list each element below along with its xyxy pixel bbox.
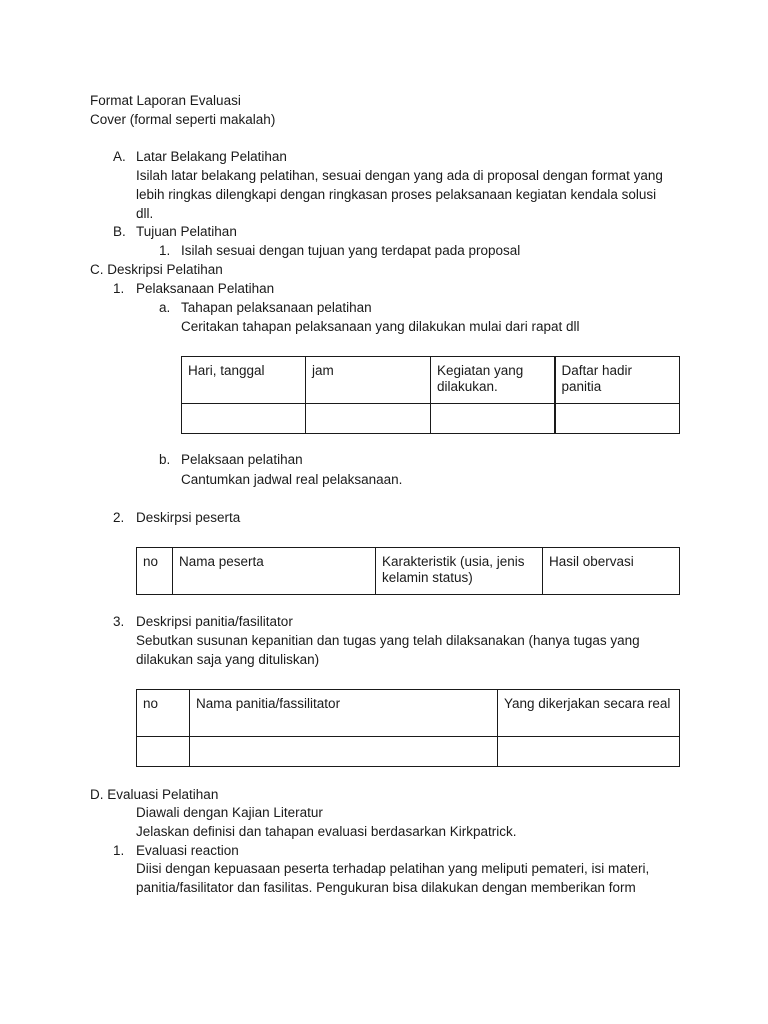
section-c-item1-title: Pelaksanaan Pelatihan [136,281,275,296]
table-header-cell: jam [306,357,431,404]
section-b-item-marker: 1. [159,243,171,258]
section-d-item1-body-line: panitia/fasilitator dan fasilitas. Pengukuran bisa dilakukan dengan memberikan form [136,880,636,895]
document-title: Format Laporan Evaluasi [90,93,241,108]
sub-b-title: Pelaksaan pelatihan [181,452,303,467]
table-header-cell: Kegiatan yang dilakukan. [431,357,555,404]
table-cell-empty [137,737,190,767]
table-header-row [137,690,680,737]
sub-a-title: Tahapan pelaksanaan pelatihan [181,300,372,315]
section-c-item2-marker: 2. [113,510,125,525]
table-row [182,404,680,434]
section-c-item3-title: Deskripsi panitia/fasilitator [136,614,293,629]
table-header-cell: Yang dikerjakan secara real [498,690,680,737]
table-header-cell: Hari, tanggal [182,357,306,404]
table-cell-empty [431,404,555,434]
section-c-title: C. Deskripsi Pelatihan [90,262,223,277]
section-a-body-line: lebih ringkas dilengkapi dengan ringkasan proses pelaksanaan kegiatan kendala solusi [136,187,657,202]
table-header-cell: no [137,690,190,737]
table-cell-empty [498,737,680,767]
table-cell-empty [306,404,431,434]
table-cell-empty [190,737,498,767]
section-d-title: D. Evaluasi Pelatihan [90,787,219,802]
sub-b-marker: b. [159,452,171,467]
section-a-body-line: Isilah latar belakang pelatihan, sesuai dengan yang ada di proposal dengan format yang [136,168,663,183]
table-header-row [182,357,680,404]
table-header-cell: Nama panitia/fassilitator [190,690,498,737]
table-cell-empty [182,404,306,434]
table-header-cell: Karakteristik (usia, jenis kelamin status) [376,548,543,595]
section-b-marker: B. [113,224,126,239]
section-c-item3-marker: 3. [113,614,125,629]
section-d-item1-body-line: Diisi dengan kepuasaan peserta terhadap pelatihan yang meliputi pemateri, isi materi, [136,861,650,876]
table-row [137,737,680,767]
sub-a-desc: Ceritakan tahapan pelaksanaan yang dilakukan mulai dari rapat dll [181,319,580,334]
table-header-cell: Hasil obervasi [543,548,680,595]
section-d-item1-title: Evaluasi reaction [136,843,239,858]
sub-b-desc: Cantumkan jadwal real pelaksanaan. [181,472,403,487]
section-a-body-line: dll. [136,206,154,221]
schedule-table [181,356,680,434]
section-c-item1-marker: 1. [113,281,125,296]
table-cell-empty [555,404,680,434]
section-a-marker: A. [113,149,126,164]
participant-table [136,547,680,595]
section-c-item3-body-line: Sebutkan susunan kepanitian dan tugas yang telah dilaksanakan (hanya tugas yang [136,633,640,648]
section-a-title: Latar Belakang Pelatihan [136,149,287,164]
section-d-intro: Diawali dengan Kajian Literatur [136,805,323,820]
table-header-cell: no [137,548,173,595]
section-b-item: Isilah sesuai dengan tujuan yang terdapat pada proposal [181,243,521,258]
section-c-item3-body-line: dilakukan saja yang dituliskan) [136,652,320,667]
section-c-item2-title: Deskirpsi peserta [136,510,241,525]
table-header-cell: Daftar hadir panitia [555,357,680,404]
section-b-title: Tujuan Pelatihan [136,224,237,239]
table-header-row [137,548,680,595]
section-d-intro: Jelaskan definisi dan tahapan evaluasi berdasarkan Kirkpatrick. [136,824,517,839]
committee-table [136,689,680,767]
cover-note: Cover (formal seperti makalah) [90,112,276,127]
table-header-cell: Nama peserta [173,548,376,595]
section-d-item1-marker: 1. [113,843,125,858]
sub-a-marker: a. [159,300,171,315]
